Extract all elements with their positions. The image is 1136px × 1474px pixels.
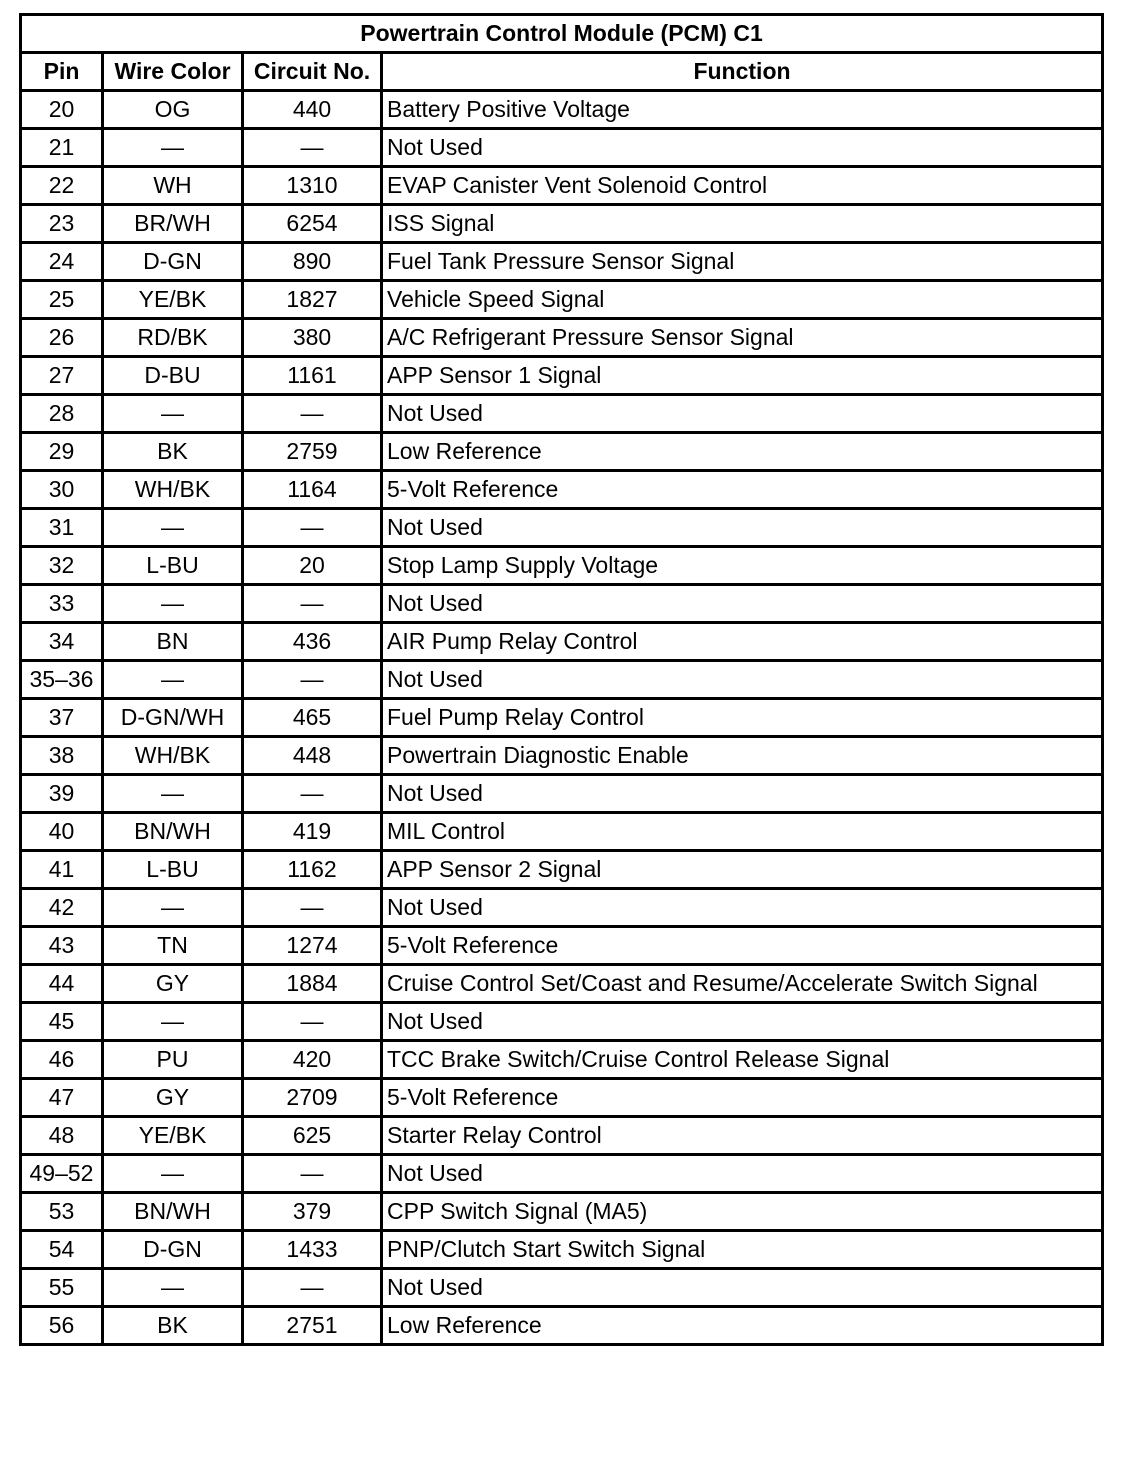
wire-color-cell: D-GN <box>103 1231 243 1269</box>
wire-color-cell: BK <box>103 433 243 471</box>
function-cell: Not Used <box>382 775 1103 813</box>
function-cell: Vehicle Speed Signal <box>382 281 1103 319</box>
pin-cell: 49–52 <box>21 1155 103 1193</box>
function-cell: TCC Brake Switch/Cruise Control Release Signal <box>382 1041 1103 1079</box>
table-row <box>21 1193 1103 1231</box>
pin-cell: 55 <box>21 1269 103 1307</box>
pin-cell: 56 <box>21 1307 103 1345</box>
pin-cell: 23 <box>21 205 103 243</box>
pin-cell: 31 <box>21 509 103 547</box>
table-row <box>21 357 1103 395</box>
header-wire-color: Wire Color <box>103 53 243 91</box>
pin-cell: 24 <box>21 243 103 281</box>
table-row <box>21 1117 1103 1155</box>
table-row <box>21 775 1103 813</box>
function-cell: Not Used <box>382 1155 1103 1193</box>
table-row <box>21 623 1103 661</box>
table-row <box>21 699 1103 737</box>
function-cell: Not Used <box>382 889 1103 927</box>
function-cell: Stop Lamp Supply Voltage <box>382 547 1103 585</box>
circuit-no-cell: 440 <box>243 91 382 129</box>
wire-color-cell: L-BU <box>103 851 243 889</box>
wire-color-cell: RD/BK <box>103 319 243 357</box>
function-cell: 5-Volt Reference <box>382 927 1103 965</box>
pin-cell: 21 <box>21 129 103 167</box>
function-cell: Not Used <box>382 1003 1103 1041</box>
circuit-no-cell: — <box>243 661 382 699</box>
wire-color-cell: — <box>103 775 243 813</box>
table-row <box>21 1155 1103 1193</box>
wire-color-cell: — <box>103 129 243 167</box>
table-row <box>21 509 1103 547</box>
wire-color-cell: D-GN/WH <box>103 699 243 737</box>
circuit-no-cell: 1164 <box>243 471 382 509</box>
wire-color-cell: BR/WH <box>103 205 243 243</box>
table-row <box>21 205 1103 243</box>
wire-color-cell: — <box>103 1269 243 1307</box>
table-row <box>21 585 1103 623</box>
circuit-no-cell: 379 <box>243 1193 382 1231</box>
function-cell: ISS Signal <box>382 205 1103 243</box>
wire-color-cell: D-GN <box>103 243 243 281</box>
function-cell: EVAP Canister Vent Solenoid Control <box>382 167 1103 205</box>
table-row <box>21 319 1103 357</box>
pin-cell: 38 <box>21 737 103 775</box>
table-row <box>21 1269 1103 1307</box>
function-cell: Not Used <box>382 395 1103 433</box>
function-cell: Cruise Control Set/Coast and Resume/Accelerate Switch Signal <box>382 965 1103 1003</box>
wire-color-cell: OG <box>103 91 243 129</box>
pin-cell: 20 <box>21 91 103 129</box>
pin-cell: 39 <box>21 775 103 813</box>
circuit-no-cell: — <box>243 129 382 167</box>
wire-color-cell: BN/WH <box>103 1193 243 1231</box>
circuit-no-cell: 2751 <box>243 1307 382 1345</box>
pin-cell: 48 <box>21 1117 103 1155</box>
circuit-no-cell: 436 <box>243 623 382 661</box>
pin-cell: 53 <box>21 1193 103 1231</box>
wire-color-cell: WH/BK <box>103 471 243 509</box>
table-row <box>21 737 1103 775</box>
pin-cell: 32 <box>21 547 103 585</box>
wire-color-cell: BN/WH <box>103 813 243 851</box>
pin-cell: 29 <box>21 433 103 471</box>
table-row <box>21 661 1103 699</box>
table-row <box>21 547 1103 585</box>
function-cell: APP Sensor 2 Signal <box>382 851 1103 889</box>
circuit-no-cell: 448 <box>243 737 382 775</box>
circuit-no-cell: 6254 <box>243 205 382 243</box>
wire-color-cell: GY <box>103 965 243 1003</box>
table-row <box>21 129 1103 167</box>
pin-cell: 37 <box>21 699 103 737</box>
table-row <box>21 433 1103 471</box>
table-row <box>21 927 1103 965</box>
circuit-no-cell: — <box>243 1155 382 1193</box>
table-row <box>21 851 1103 889</box>
table-row <box>21 1041 1103 1079</box>
header-circuit-no: Circuit No. <box>243 53 382 91</box>
circuit-no-cell: — <box>243 775 382 813</box>
circuit-no-cell: 20 <box>243 547 382 585</box>
table-row <box>21 813 1103 851</box>
pin-cell: 54 <box>21 1231 103 1269</box>
function-cell: Not Used <box>382 585 1103 623</box>
pin-cell: 46 <box>21 1041 103 1079</box>
table-row <box>21 395 1103 433</box>
circuit-no-cell: 1884 <box>243 965 382 1003</box>
circuit-no-cell: 380 <box>243 319 382 357</box>
pin-cell: 35–36 <box>21 661 103 699</box>
table-header-row <box>21 53 1103 91</box>
circuit-no-cell: 1827 <box>243 281 382 319</box>
circuit-no-cell: 1433 <box>243 1231 382 1269</box>
function-cell: Low Reference <box>382 1307 1103 1345</box>
function-cell: Not Used <box>382 1269 1103 1307</box>
function-cell: 5-Volt Reference <box>382 1079 1103 1117</box>
table-row <box>21 965 1103 1003</box>
function-cell: CPP Switch Signal (MA5) <box>382 1193 1103 1231</box>
table-body <box>21 91 1103 1345</box>
pin-cell: 41 <box>21 851 103 889</box>
function-cell: Fuel Tank Pressure Sensor Signal <box>382 243 1103 281</box>
table-row <box>21 281 1103 319</box>
pcm-connector-table <box>19 13 1104 1346</box>
circuit-no-cell: 2759 <box>243 433 382 471</box>
table-row <box>21 91 1103 129</box>
circuit-no-cell: 2709 <box>243 1079 382 1117</box>
pin-cell: 44 <box>21 965 103 1003</box>
function-cell: Not Used <box>382 129 1103 167</box>
table-row <box>21 1003 1103 1041</box>
pin-cell: 22 <box>21 167 103 205</box>
pin-cell: 25 <box>21 281 103 319</box>
table-row <box>21 1307 1103 1345</box>
function-cell: Not Used <box>382 509 1103 547</box>
circuit-no-cell: 465 <box>243 699 382 737</box>
circuit-no-cell: 1161 <box>243 357 382 395</box>
circuit-no-cell: — <box>243 1269 382 1307</box>
pin-cell: 33 <box>21 585 103 623</box>
pin-cell: 28 <box>21 395 103 433</box>
circuit-no-cell: 420 <box>243 1041 382 1079</box>
wire-color-cell: TN <box>103 927 243 965</box>
wire-color-cell: D-BU <box>103 357 243 395</box>
function-cell: Low Reference <box>382 433 1103 471</box>
table-row <box>21 1231 1103 1269</box>
circuit-no-cell: — <box>243 1003 382 1041</box>
circuit-no-cell: — <box>243 509 382 547</box>
pin-cell: 47 <box>21 1079 103 1117</box>
table-row <box>21 1079 1103 1117</box>
pin-cell: 45 <box>21 1003 103 1041</box>
wire-color-cell: GY <box>103 1079 243 1117</box>
wire-color-cell: — <box>103 1155 243 1193</box>
wire-color-cell: L-BU <box>103 547 243 585</box>
circuit-no-cell: — <box>243 889 382 927</box>
pin-cell: 42 <box>21 889 103 927</box>
pin-cell: 40 <box>21 813 103 851</box>
function-cell: A/C Refrigerant Pressure Sensor Signal <box>382 319 1103 357</box>
table-row <box>21 889 1103 927</box>
circuit-no-cell: 419 <box>243 813 382 851</box>
function-cell: Starter Relay Control <box>382 1117 1103 1155</box>
wire-color-cell: BK <box>103 1307 243 1345</box>
circuit-no-cell: — <box>243 395 382 433</box>
function-cell: MIL Control <box>382 813 1103 851</box>
circuit-no-cell: 1310 <box>243 167 382 205</box>
pin-cell: 30 <box>21 471 103 509</box>
wire-color-cell: WH <box>103 167 243 205</box>
circuit-no-cell: 1162 <box>243 851 382 889</box>
table-title-row <box>21 15 1103 53</box>
wire-color-cell: BN <box>103 623 243 661</box>
header-pin: Pin <box>21 53 103 91</box>
pin-cell: 34 <box>21 623 103 661</box>
table-title: Powertrain Control Module (PCM) C1 <box>21 15 1103 53</box>
wire-color-cell: WH/BK <box>103 737 243 775</box>
function-cell: AIR Pump Relay Control <box>382 623 1103 661</box>
table-row <box>21 471 1103 509</box>
circuit-no-cell: 1274 <box>243 927 382 965</box>
table-row <box>21 243 1103 281</box>
wire-color-cell: — <box>103 509 243 547</box>
function-cell: APP Sensor 1 Signal <box>382 357 1103 395</box>
pin-cell: 43 <box>21 927 103 965</box>
wire-color-cell: — <box>103 1003 243 1041</box>
function-cell: Fuel Pump Relay Control <box>382 699 1103 737</box>
wire-color-cell: — <box>103 661 243 699</box>
header-function: Function <box>382 53 1103 91</box>
wire-color-cell: YE/BK <box>103 1117 243 1155</box>
function-cell: Powertrain Diagnostic Enable <box>382 737 1103 775</box>
wire-color-cell: — <box>103 395 243 433</box>
circuit-no-cell: — <box>243 585 382 623</box>
wire-color-cell: YE/BK <box>103 281 243 319</box>
pin-cell: 27 <box>21 357 103 395</box>
circuit-no-cell: 890 <box>243 243 382 281</box>
wire-color-cell: — <box>103 889 243 927</box>
circuit-no-cell: 625 <box>243 1117 382 1155</box>
table-row <box>21 167 1103 205</box>
wire-color-cell: PU <box>103 1041 243 1079</box>
wire-color-cell: — <box>103 585 243 623</box>
function-cell: Battery Positive Voltage <box>382 91 1103 129</box>
function-cell: 5-Volt Reference <box>382 471 1103 509</box>
function-cell: PNP/Clutch Start Switch Signal <box>382 1231 1103 1269</box>
function-cell: Not Used <box>382 661 1103 699</box>
pin-cell: 26 <box>21 319 103 357</box>
